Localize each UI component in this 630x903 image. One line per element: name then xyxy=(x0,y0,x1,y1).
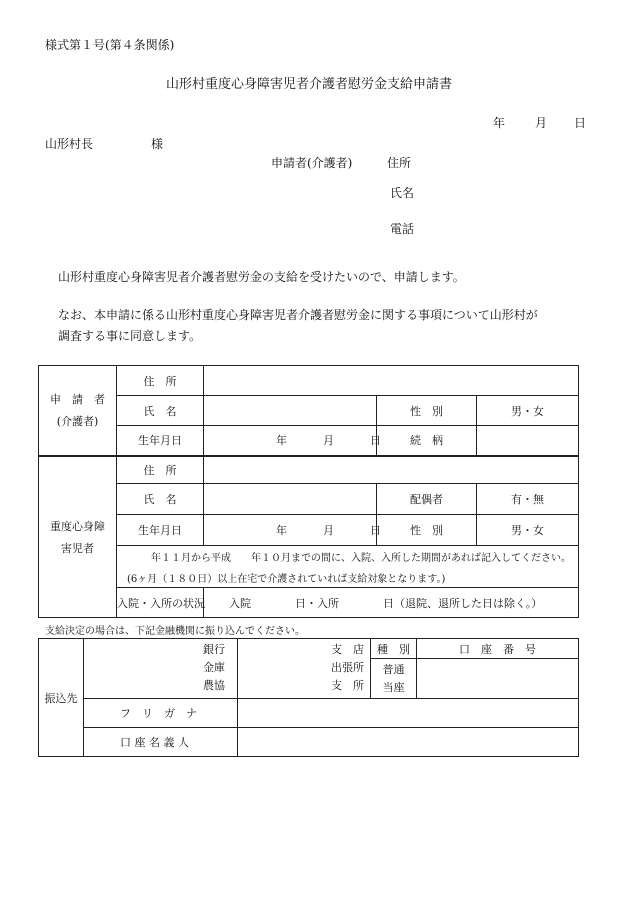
addressee-name: 山形村長 xyxy=(45,137,94,151)
applicant-phone-label: 電話 xyxy=(390,222,415,236)
paragraph-consent-line2: 調査する事に同意します。 xyxy=(58,329,202,343)
paragraph-consent-line1: なお、本申請に係る山形村重度心身障害児者介護者慰労金に関する事項について山形村が xyxy=(58,308,538,322)
date-day-label: 日 xyxy=(574,116,587,130)
applicant-birth-label: 生年月日 xyxy=(117,426,204,456)
applicant-address-field[interactable] xyxy=(204,366,579,396)
applicant-table xyxy=(38,365,579,618)
institution-type-cell[interactable]: 銀行 金庫 農協 xyxy=(84,639,238,699)
applicant-address-label: 住所 xyxy=(387,156,412,170)
paragraph-request: 山形村重度心身障害児者介護者慰労金の支給を受けたいので、申請します。 xyxy=(58,270,465,284)
form-number: 様式第１号(第４条関係) xyxy=(45,38,175,52)
account-holder-field[interactable] xyxy=(238,728,579,757)
account-type-label: 種 別 xyxy=(371,639,417,659)
applicant-relation-field[interactable] xyxy=(477,426,579,456)
disabled-address-field[interactable] xyxy=(204,456,579,484)
furigana-field[interactable] xyxy=(238,699,579,728)
disabled-gender-label: 性 別 xyxy=(377,515,477,546)
account-holder-label: 口 座 名 義 人 xyxy=(84,728,238,757)
bank-table xyxy=(38,638,579,757)
account-number-label: 口 座 番 号 xyxy=(417,639,579,659)
furigana-label: フ リ ガ ナ xyxy=(84,699,238,728)
hospital-status-label: 入院・入所の状況 xyxy=(117,588,204,618)
transfer-destination-label: 振込先 xyxy=(39,639,84,757)
applicant-name-cell-label: 氏 名 xyxy=(117,396,204,426)
page-title: 山形村重度心身障害児者介護者慰労金支給申請書 xyxy=(166,77,453,92)
disabled-name-label: 氏 名 xyxy=(117,484,204,515)
disabled-group-label: 重度心身障 害児者 xyxy=(39,456,117,618)
date-month-label: 月 xyxy=(535,116,548,130)
applicant-gender-choice[interactable]: 男・女 xyxy=(477,396,579,426)
disabled-period-note: 年１１月から平成 年１０月までの間に、入院、入所した期間があれば記入してください。 (6ヶ月（１８０日）以上在宅で介護されていれば支給対象となります。) xyxy=(117,546,579,588)
account-type-choice[interactable]: 普通 当座 xyxy=(371,659,417,699)
applicant-relation-label: 続 柄 xyxy=(377,426,477,456)
account-number-field[interactable] xyxy=(417,659,579,699)
applicant-header-label: 申請者(介護者) xyxy=(271,156,353,170)
applicant-name-label: 氏名 xyxy=(390,186,415,200)
applicant-name-field[interactable] xyxy=(204,396,377,426)
disabled-spouse-choice[interactable]: 有・無 xyxy=(477,484,579,515)
applicant-gender-label: 性 別 xyxy=(377,396,477,426)
branch-type-cell[interactable]: 支 店 出張所 支 所 xyxy=(238,639,371,699)
disabled-birth-field[interactable]: 年 月 日 xyxy=(204,515,377,546)
applicant-group-label: 申 請 者 (介護者) xyxy=(39,366,117,456)
applicant-address-cell-label: 住 所 xyxy=(117,366,204,396)
bank-note: 支給決定の場合は、下記金融機関に振り込んでください。 xyxy=(45,626,305,637)
disabled-spouse-label: 配偶者 xyxy=(377,484,477,515)
applicant-birth-field[interactable]: 年 月 日 xyxy=(204,426,377,456)
date-year-label: 年 xyxy=(493,116,506,130)
disabled-gender-choice[interactable]: 男・女 xyxy=(477,515,579,546)
disabled-address-label: 住 所 xyxy=(117,456,204,484)
addressee-honorific: 様 xyxy=(151,137,164,151)
disabled-birth-label: 生年月日 xyxy=(117,515,204,546)
hospital-status-field[interactable]: 入院 日・入所 日（退院、退所した日は除く。） xyxy=(204,588,579,618)
disabled-name-field[interactable] xyxy=(204,484,377,515)
